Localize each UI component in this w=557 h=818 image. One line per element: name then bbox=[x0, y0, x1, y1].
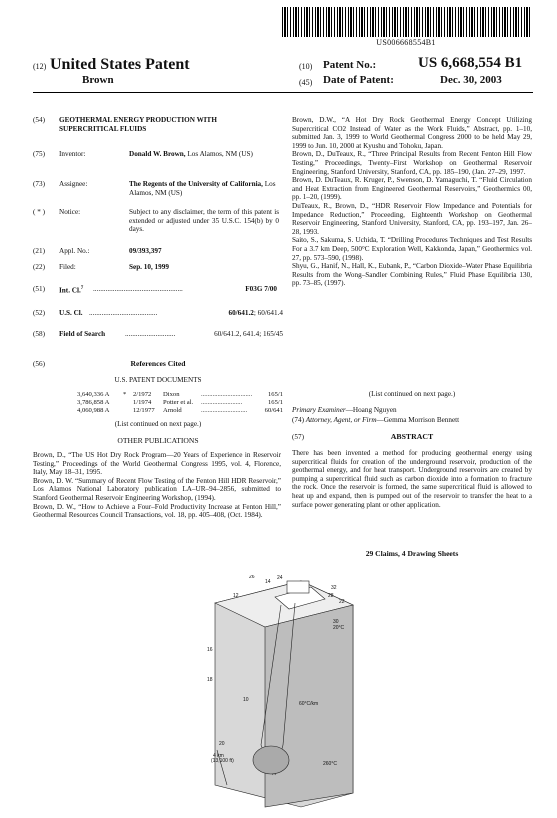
patent-date-cell: 2/1972 bbox=[133, 391, 152, 398]
figure-label: 18 bbox=[207, 677, 213, 683]
references-heading-row bbox=[33, 360, 283, 370]
uscl-values bbox=[228, 309, 283, 318]
barcode-number: US006668554B1 bbox=[376, 38, 436, 47]
figure-label: 32 bbox=[331, 585, 337, 591]
notice-field bbox=[33, 208, 283, 238]
fos-code: (58) bbox=[33, 330, 45, 338]
figure-label: 260°C bbox=[323, 761, 337, 767]
title-field bbox=[33, 116, 283, 136]
fos-value: 60/641.2, 641.4; 165/45 bbox=[214, 330, 283, 338]
patent-class-cell: 165/1 bbox=[267, 399, 283, 407]
patent-number-cell: 3,786,858 A bbox=[77, 399, 110, 407]
title-code: (54) bbox=[33, 116, 45, 124]
notice-code: ( * ) bbox=[33, 208, 45, 216]
appl-number: 09/393,397 bbox=[129, 247, 162, 255]
uscl-extra: ; 60/641.4 bbox=[253, 309, 283, 317]
primary-examiner-label: Primary Examiner bbox=[292, 406, 346, 414]
geothermal-figure bbox=[203, 575, 363, 810]
right-pub-5: Saito, S., Sakuma, S. Uchida, T. “Drilling Procedures Techniques and Test Results For a 3.7 km Deep, 500°C Exploration Well, Kakkonda, Japan,” Geothermics vol. 27, pp. 573–590, (1998). bbox=[292, 236, 532, 262]
patent-no-code: (10) bbox=[299, 62, 313, 71]
patent-row bbox=[77, 391, 283, 399]
assignee-name: The Regents of the University of California, bbox=[129, 180, 263, 188]
patent-rows bbox=[77, 391, 283, 416]
intcl-sup: 7 bbox=[80, 286, 84, 291]
patent-name-cell: Potter et al. bbox=[163, 399, 194, 407]
figure-label: 24 bbox=[277, 575, 283, 581]
inventor-field bbox=[33, 150, 283, 170]
references-code: (56) bbox=[33, 360, 45, 368]
power-plant bbox=[287, 581, 309, 593]
figure-label: 20 bbox=[219, 741, 225, 747]
figure-label: 26 bbox=[249, 575, 255, 580]
intcl-code: (51) bbox=[33, 285, 45, 293]
claims-summary: 29 Claims, 4 Drawing Sheets bbox=[365, 549, 459, 558]
patent-number-cell: 3,640,336 A bbox=[77, 391, 110, 398]
header-inventor: Brown bbox=[82, 74, 114, 86]
abstract-heading: ABSTRACT bbox=[390, 432, 434, 441]
patent-dots-cell: ............................... bbox=[201, 391, 253, 398]
barcode bbox=[282, 7, 530, 37]
fos-field bbox=[33, 330, 283, 350]
patent-title: GEOTHERMAL ENERGY PRODUCTION WITH SUPERCRITICAL FLUIDS bbox=[59, 116, 217, 133]
uscl-dots: ...................................... bbox=[89, 309, 158, 317]
patent-dots-cell: ............................ bbox=[201, 407, 248, 415]
right-publications bbox=[292, 116, 532, 288]
patent-name-cell: Arnold bbox=[163, 407, 182, 415]
patent-class-cell: 60/641 bbox=[264, 407, 283, 415]
intcl-dots: .................................................. bbox=[93, 285, 183, 293]
right-pub-4: DuTeaux, R., Brown, D., “HDR Reservoir Flow Impedance and Potentials for Impedance Reduction,” Proceeding, Eighteenth Workshop on Geothermal Reservoir Engineering, Stanford University, Stanford, CA, pp. 193–197, Jan. 26–28, 1993. bbox=[292, 201, 532, 236]
inventor-label: Inventor: bbox=[59, 150, 86, 158]
doc-type-code: (12) bbox=[33, 62, 47, 71]
intcl-label-text: Int. Cl. bbox=[59, 286, 81, 295]
inventor-name: Donald W. Brown, bbox=[129, 150, 186, 158]
figure-label: 28 bbox=[328, 593, 334, 599]
notice-text: Subject to any disclaimer, the term of this patent is extended or adjusted under 35 U.S.C. 154(b) by 0 days. bbox=[129, 208, 279, 234]
abstract-heading-row bbox=[292, 433, 532, 443]
assignee-value bbox=[129, 180, 279, 197]
figure-label: 12 bbox=[233, 593, 239, 599]
figure-label: 60°C/km bbox=[299, 701, 319, 707]
left-continued-note: (List continued on next page.) bbox=[114, 420, 202, 428]
patent-row bbox=[77, 407, 283, 415]
intcl-label bbox=[59, 285, 83, 295]
figure-label: 30 bbox=[333, 619, 339, 625]
patent-number-cell: 4,060,988 A bbox=[77, 407, 110, 415]
doc-type: United States Patent bbox=[50, 56, 190, 73]
assignee-field bbox=[33, 180, 283, 200]
filed-code: (22) bbox=[33, 263, 45, 271]
uscl-code: (52) bbox=[33, 309, 45, 317]
patent-class-cell: 165/1 bbox=[267, 391, 283, 398]
left-pub-1: Brown, D., “The US Hot Dry Rock Program—20 Years of Experience in Reservoir Testing,” Proceedings of the World Geothermal Congress 1995, vol. 4, Florence, Italy, May 18–31, 1995. bbox=[33, 451, 281, 477]
left-pub-3: Brown, D. W., “How to Achieve a Four–Fold Productivity Increase at Fenton Hill,” Geothermal Resources Council Transactions, vol. 18, pp. 405–408, (Oct. 1984). bbox=[33, 502, 281, 520]
fos-label: Field of Search bbox=[59, 330, 106, 338]
filed-date: Sep. 10, 1999 bbox=[129, 263, 169, 271]
inventor-code: (75) bbox=[33, 150, 45, 158]
inventor-value bbox=[129, 150, 279, 159]
filed-label: Filed: bbox=[59, 263, 76, 271]
figure-label: (13,100 ft) bbox=[211, 758, 234, 764]
date-label: Date of Patent: bbox=[323, 74, 394, 86]
right-pub-6: Shyu, G., Hanif, N., Hall, K., Eubank, P., “Carbon Dioxide–Water Phase Equilibria Results from the Wong–Sandler Combining Rules,” Fluid Phase Equilibria 130, pp. 73–85, (1997). bbox=[292, 262, 532, 288]
figure-label: 14 bbox=[265, 579, 271, 585]
patent-star-cell: * bbox=[123, 391, 127, 398]
patent-dots-cell: ......................... bbox=[201, 399, 243, 407]
left-publications bbox=[33, 451, 281, 520]
assignee-location: Los Alamos, NM (US) bbox=[129, 180, 276, 197]
uscl-value: 60/641.2 bbox=[228, 309, 254, 317]
intcl-field bbox=[33, 285, 283, 295]
us-patent-docs-heading: U.S. PATENT DOCUMENTS bbox=[114, 376, 202, 384]
assignee-label: Assignee: bbox=[59, 180, 88, 188]
uscl-label: U.S. Cl. bbox=[59, 309, 83, 317]
abstract-text: There has been invented a method for producing geothermal energy using supercritical fluids for creation of the underground reservoir, production of the geothermal energy, and for heat transport. Underground reservoirs are created by pumping a supercritical fluid such as carbon dioxide into a formation to fracture the rock. Once the reservoir is formed, the same supercritical fluid is allowed to heat up and expand, then is pumped out of the reservoir to transfer the heat to a surface power generating plant or other application. bbox=[292, 449, 532, 509]
fos-dots: ............................ bbox=[125, 330, 176, 338]
notice-label: Notice: bbox=[59, 208, 81, 216]
figure-label: 10 bbox=[243, 697, 249, 703]
header-rule bbox=[33, 92, 533, 93]
patent-date: Dec. 30, 2003 bbox=[440, 74, 502, 86]
attorney-code: (74) bbox=[292, 416, 304, 424]
attorney bbox=[292, 416, 532, 425]
right-pub-1: Brown, D.W., “A Hot Dry Rock Geothermal Energy Concept Utilizing Supercritical CO2 Instead of Water as the Work Fluids,” Abstract, pp. 1–10, submitted Jan. 3, 1999 to World Geothermal Congress 2000 to be held May 29, 1999 to Jun. 10, 2000 at Kyushu and Tohoku, Japan. bbox=[292, 116, 532, 150]
primary-examiner-name: —Hoang Nguyen bbox=[345, 406, 397, 414]
other-publications-heading: OTHER PUBLICATIONS bbox=[117, 436, 199, 445]
figure-label: 22 bbox=[339, 599, 345, 605]
figure-label: 20°C bbox=[333, 625, 345, 631]
reservoir bbox=[253, 746, 289, 774]
assignee-code: (73) bbox=[33, 180, 45, 188]
patent-row bbox=[77, 399, 283, 407]
date-code: (45) bbox=[299, 78, 313, 87]
right-pub-3: Brown, D. DuTeaux, R. Kruger, P., Swenson, D. Yamaguchi, T. “Fluid Circulation and Heat Extraction from Engineered Geothermal Reservoirs,” Geothermics 00, pp. 1–20, (1999). bbox=[292, 176, 532, 202]
left-pub-2: Brown, D. W. “Summary of Recent Flow Testing of the Fenton Hill HDR Reservoir,” Los Alamos National Laboratory publication LA–UR–94–2856, submitted to Stanford Geothermal Reservoir Engineering Workshop, (1994). bbox=[33, 476, 281, 502]
right-continued-note: (List continued on next page.) bbox=[368, 390, 456, 398]
inventor-location: Los Alamos, NM (US) bbox=[187, 150, 253, 158]
appl-field bbox=[33, 247, 283, 257]
patent-date-cell: 12/1977 bbox=[133, 407, 155, 415]
right-pub-2: Brown, D., DuTeaux, R., “Three Principal Results from Recent Fenton Hill Flow Testing,” Proceedings, Twenty–First Workshop on Geothermal Reservoir Engineering, Stanford University, Stanford, CA, pp. 185–190, (Jan. 27–29, 1997. bbox=[292, 150, 532, 176]
patent-date-cell: 1/1974 bbox=[133, 399, 152, 407]
references-heading: References Cited bbox=[130, 359, 186, 368]
intcl-value: F03G 7/00 bbox=[245, 285, 277, 293]
filed-field bbox=[33, 263, 283, 273]
patent-no-label: Patent No.: bbox=[323, 59, 377, 71]
appl-code: (21) bbox=[33, 247, 45, 255]
appl-label: Appl. No.: bbox=[59, 247, 90, 255]
patent-number: US 6,668,554 B1 bbox=[418, 55, 523, 71]
attorney-name: —Gemma Morrison Bennett bbox=[376, 416, 460, 424]
attorney-label: Attorney, Agent, or Firm bbox=[305, 416, 377, 424]
figure-label: 4 km bbox=[213, 753, 224, 759]
patent-name-cell: Dixon bbox=[163, 391, 180, 398]
uscl-field bbox=[33, 309, 283, 319]
figure-label: 16 bbox=[207, 647, 213, 653]
abstract-code: (57) bbox=[292, 433, 304, 441]
patent-list bbox=[77, 391, 283, 416]
primary-examiner bbox=[292, 406, 532, 415]
